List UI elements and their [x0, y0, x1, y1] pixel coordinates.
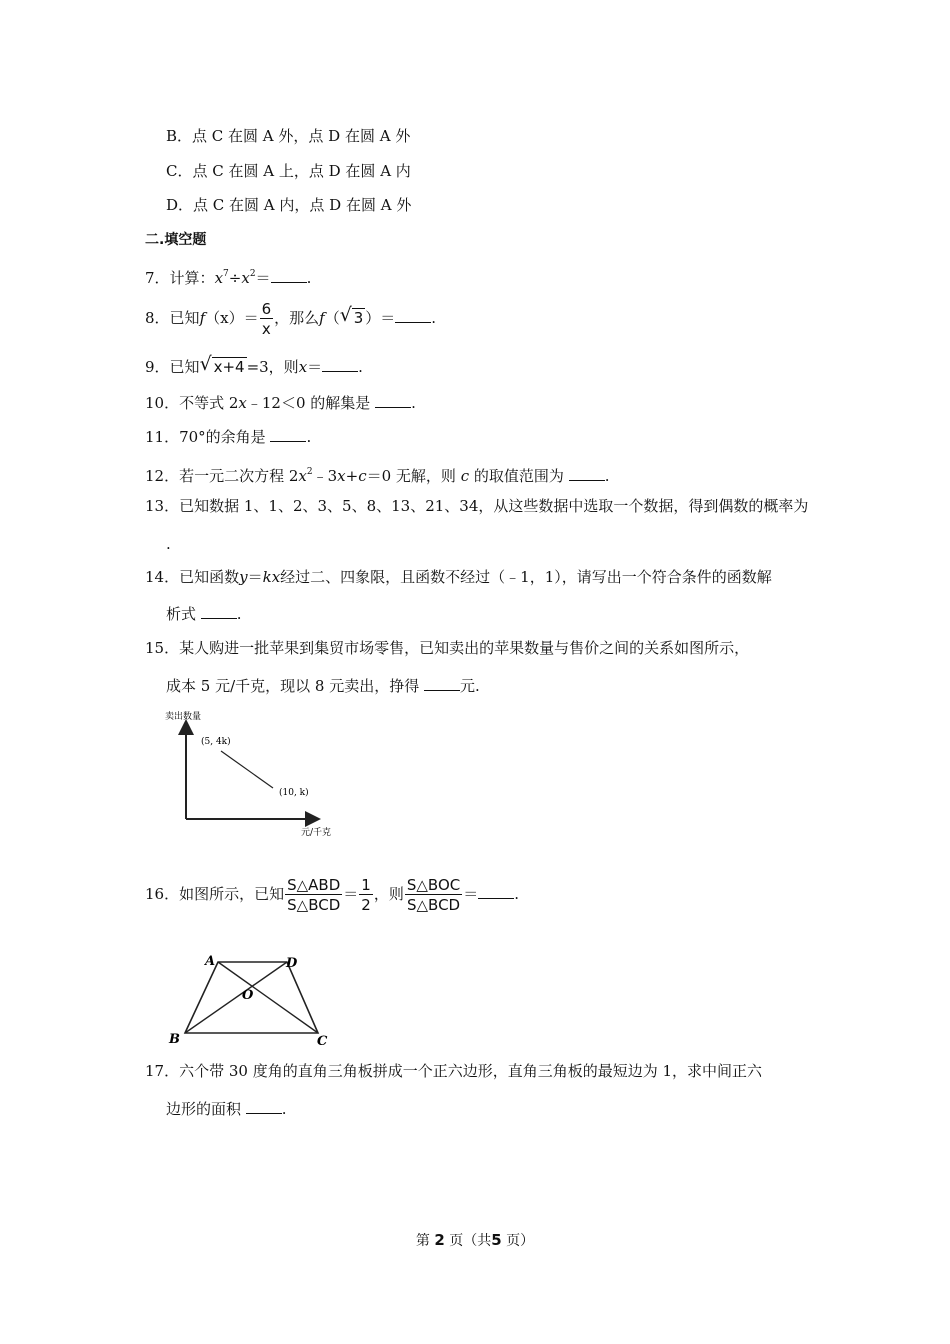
graph-y-label: 卖出数量 — [165, 712, 202, 722]
question-12: 12．若一元二次方程 $2x^2﹣3x+c=0$ 无解，则 c 的取值范围为 . — [145, 467, 610, 485]
answer-blank — [478, 884, 514, 899]
page-total: 5 — [491, 1231, 502, 1249]
section-title: 二.填空题 — [145, 232, 207, 248]
vertex-a: A — [205, 954, 216, 969]
option-b: B．点 C 在圆 A 外，点 D 在圆 A 外 — [166, 127, 411, 145]
answer-blank — [424, 676, 460, 691]
fraction: $\frac{1}{2}$ — [361, 875, 371, 914]
sales-line — [221, 751, 273, 788]
question-14: 14．已知函数y＝kx经过二、四象限，且函数不经过（﹣1，1），请写出一个符合条件的函数解 — [145, 568, 772, 586]
answer-blank — [246, 1099, 282, 1114]
question-17: 17．六个带 30 度角的直角三角板拼成一个正六边形，直角三角板的最短边为 1，求中间正六 — [145, 1062, 763, 1080]
question-9: 9．已知 √ x+4 =3，则x＝ . — [145, 353, 363, 376]
vertex-c: C — [317, 1034, 328, 1049]
answer-blank — [270, 427, 306, 442]
question-15-cont: 成本 5 元/千克，现以 8 元卖出，挣得 元. — [166, 677, 480, 695]
answer-blank — [569, 466, 605, 481]
answer-blank — [395, 308, 431, 323]
question-13-cont: . — [166, 535, 171, 553]
fraction: $\frac{6}{x}$ — [261, 299, 272, 338]
question-8: 8．已知f（x）＝ $\frac{6}{x}$ ，那么f（ √ 3 ）＝ . — [145, 299, 437, 338]
answer-blank — [322, 357, 358, 372]
point-label-2: (10, k) — [279, 788, 309, 798]
option-d: D．点 C 在圆 A 内，点 D 在圆 A 外 — [166, 196, 412, 214]
point-label-1: (5, 4k) — [201, 737, 231, 747]
point-o: O — [242, 988, 254, 1003]
vertex-b: B — [169, 1032, 180, 1047]
area-ratio-fraction: $\frac{\text{S△ABD}}{\text{S△BCD}}$ — [287, 875, 341, 914]
square-root: √ x+4 — [199, 353, 245, 376]
vertex-d: D — [286, 956, 298, 971]
question-11: 11．70°的余角是 . — [145, 428, 312, 446]
answer-blank — [375, 393, 411, 408]
page-footer: 第 2 页（共5 页） — [415, 1231, 535, 1249]
page-number: 2 — [434, 1231, 445, 1249]
answer-blank — [271, 268, 307, 283]
question-13: 13．已知数据 1、1、2、3、5、8、13、21、34，从这些数据中选取一个数据，得到偶数的概率为 — [145, 497, 809, 515]
diagonal-bd — [185, 962, 287, 1033]
question-7: 7．计算：$x^7\div x^2=$ . — [145, 269, 312, 287]
trapezoid-figure — [160, 946, 350, 1051]
question-17-cont: 边形的面积 . — [166, 1100, 287, 1118]
question-10: 10．不等式 2x﹣12＜0 的解集是 . — [145, 394, 416, 412]
option-c: C．点 C 在圆 A 上，点 D 在圆 A 内 — [166, 162, 411, 180]
area-ratio-fraction: $\frac{\text{S△BOC}}{\text{S△BCD}}$ — [406, 875, 461, 914]
answer-blank — [201, 604, 237, 619]
question-15: 15．某人购进一批苹果到集贸市场零售，已知卖出的苹果数量与售价之间的关系如图所示， — [145, 639, 750, 657]
question-16: 16．如图所示，已知 $\frac{\text{S△ABD}}{\text{S△BCD}}$ ＝ $\frac{1}{2}$ ，则 $\frac{\text{S△BOC}}{\text{S△BCD}}$ ＝ . — [145, 875, 520, 914]
graph-x-label: 元/千克 — [301, 828, 332, 838]
square-root: √ 3 — [339, 304, 364, 327]
price-quantity-graph — [155, 705, 355, 845]
question-14-cont: 析式 . — [166, 605, 242, 623]
